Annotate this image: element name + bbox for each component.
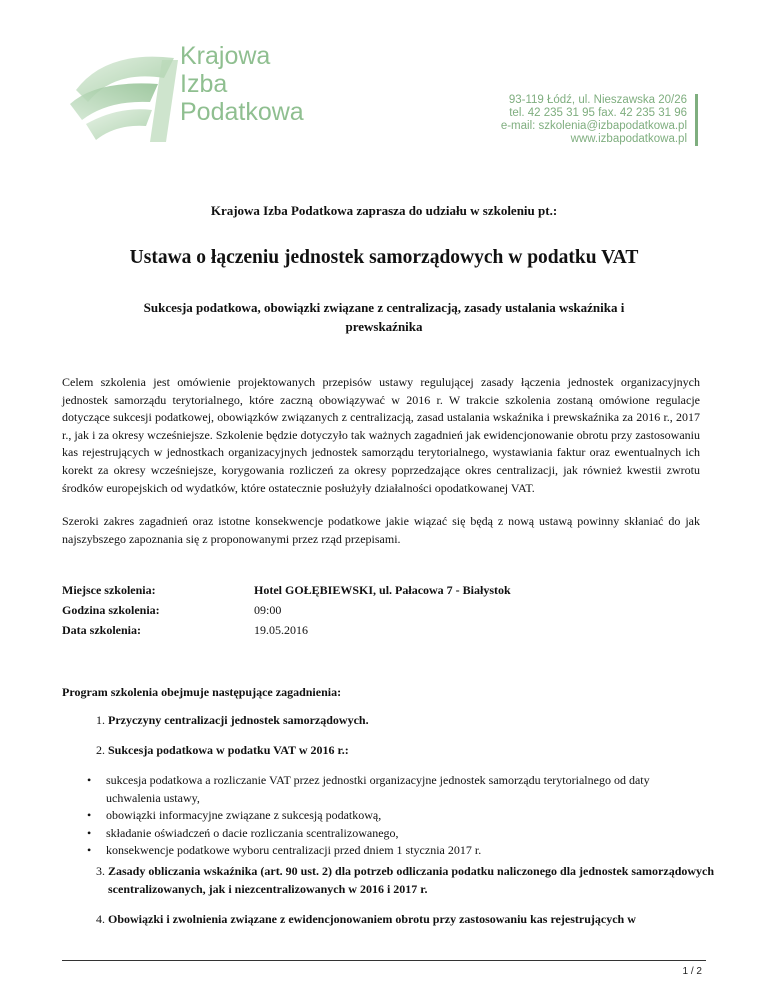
contact-phone: tel. 42 235 31 95 fax. 42 235 31 96 <box>509 107 687 119</box>
footer-divider <box>62 960 706 961</box>
program-item-2-bullets <box>84 772 704 860</box>
description-paragraph-2: Szeroki zakres zagadnień oraz istotne konsekwencje podatkowe jakie wiązać się będą z nową ustawą powinny skłaniać do jak najszybszego zapoznania się z proponowanymi przez rząd przepisami. <box>62 514 700 546</box>
contact-address: 93-119 Łódź, ul. Nieszawska 20/26 <box>508 94 687 106</box>
bullet-icon: • <box>87 773 92 787</box>
invitation-line: Krajowa Izba Podatkowa zaprasza do udziału w szkoleniu pt.: <box>210 203 558 218</box>
info-row-time <box>62 600 700 620</box>
program-item-text: Sukcesja podatkowa w podatku VAT w 2016 r.: <box>108 743 349 757</box>
program-item-text: Przyczyny centralizacji jednostek samorządowych. <box>108 713 369 727</box>
list-item: • składanie oświadczeń o dacie rozliczania scentralizowanego, <box>84 825 704 843</box>
contact-block <box>501 94 698 146</box>
logo-line-2: Izba <box>180 70 228 98</box>
bullet-icon: • <box>87 825 92 840</box>
logo-wordmark <box>180 42 304 126</box>
program-item-number: 3. <box>96 864 105 878</box>
description-paragraph-1: Celem szkolenia jest omówienie projektowanych przepisów ustawy regulującej zasady łączenia jednostek organizacyjnych jednostek samorządu terytorialnego, które zaczną obowiązywać w 2016 r. W trakcie szkolenia zostaną omówione regulacje dotyczące sukcesji podatkowej, obowiązków związanych z centralizacją, zasad ustalania wskaźnika i prewskaźnika za 2016 r., 2017 r., jak i za okresy wcześniejsze. Szkolenie będzie dotyczyło tak ważnych zagadnień jak ewidencjonowanie obrotu przy zastosowaniu kas rejestrujących w jednostkach organizacyjnych jednostek samorządu terytorialnego, wystawiania faktur oraz ewentualnych ich korekt za okresy wcześniejsze, korygowania rozliczeń za okresy poprzedzające okres centralizacji, jak również kwestii zwrotu środków europejskich od wydatków, które ostatecznie posłużyły działalności opodatkowanej VAT. <box>62 375 700 495</box>
program-item-number: 4. <box>96 912 105 926</box>
list-item: • sukcesja podatkowa a rozliczanie VAT przez jednostki organizacyjne jednostek samorządu terytorialnego od daty uchwalenia ustawy, <box>87 773 650 805</box>
program-item-2 <box>96 742 718 760</box>
date-value: 19.05.2016 <box>254 623 308 637</box>
list-item: • obowiązki informacyjne związane z sukcesją podatkową, <box>84 807 704 825</box>
program-item-3 <box>96 863 718 898</box>
time-value: 09:00 <box>254 603 282 617</box>
place-label: Miejsce szkolenia: <box>62 583 156 597</box>
program-item-text: Obowiązki i zwolnienia związane z ewidencjonowaniem obrotu przy zastosowaniu kas rejestrujących w <box>108 912 636 926</box>
list-item: • konsekwencje podatkowe wyboru centralizacji przed dniem 1 stycznia 2017 r. <box>84 842 704 860</box>
info-row-date <box>62 620 700 640</box>
training-subtitle: Sukcesja podatkowa, obowiązki związane z centralizacją, zasady ustalania wskaźnika i prewskaźnika <box>143 300 625 334</box>
contact-email: e-mail: szkolenia@izbapodatkowa.pl <box>500 120 687 132</box>
page-number: 1 / 2 <box>682 966 702 977</box>
date-label: Data szkolenia: <box>62 623 141 637</box>
program-item-4 <box>96 911 718 929</box>
place-value: Hotel GOŁĘBIEWSKI, ul. Pałacowa 7 - Białystok <box>254 583 511 597</box>
logo-line-3: Podatkowa <box>180 98 304 126</box>
training-info <box>62 580 700 640</box>
program-item-1 <box>96 712 718 730</box>
bullet-icon: • <box>87 843 92 858</box>
program-item-text: Zasady obliczania wskaźnika (art. 90 ust. 2) dla potrzeb odliczania podatku naliczonego dla jednostek samorządowych scentralizowanych, jak i niezcentralizowanych w 2016 i 2017 r. <box>108 864 715 896</box>
time-label: Godzina szkolenia: <box>62 603 160 617</box>
program-heading: Program szkolenia obejmuje następujące zagadnienia: <box>62 685 342 699</box>
program-item-number: 2. <box>96 743 105 757</box>
logo-line-1: Krajowa <box>180 42 271 70</box>
training-title: Ustawa o łączeniu jednostek samorządowych w podatku VAT <box>129 247 639 268</box>
contact-website: www.izbapodatkowa.pl <box>570 133 687 145</box>
bullet-icon: • <box>87 808 92 823</box>
info-row-place <box>62 580 700 600</box>
program-item-number: 1. <box>96 713 105 727</box>
